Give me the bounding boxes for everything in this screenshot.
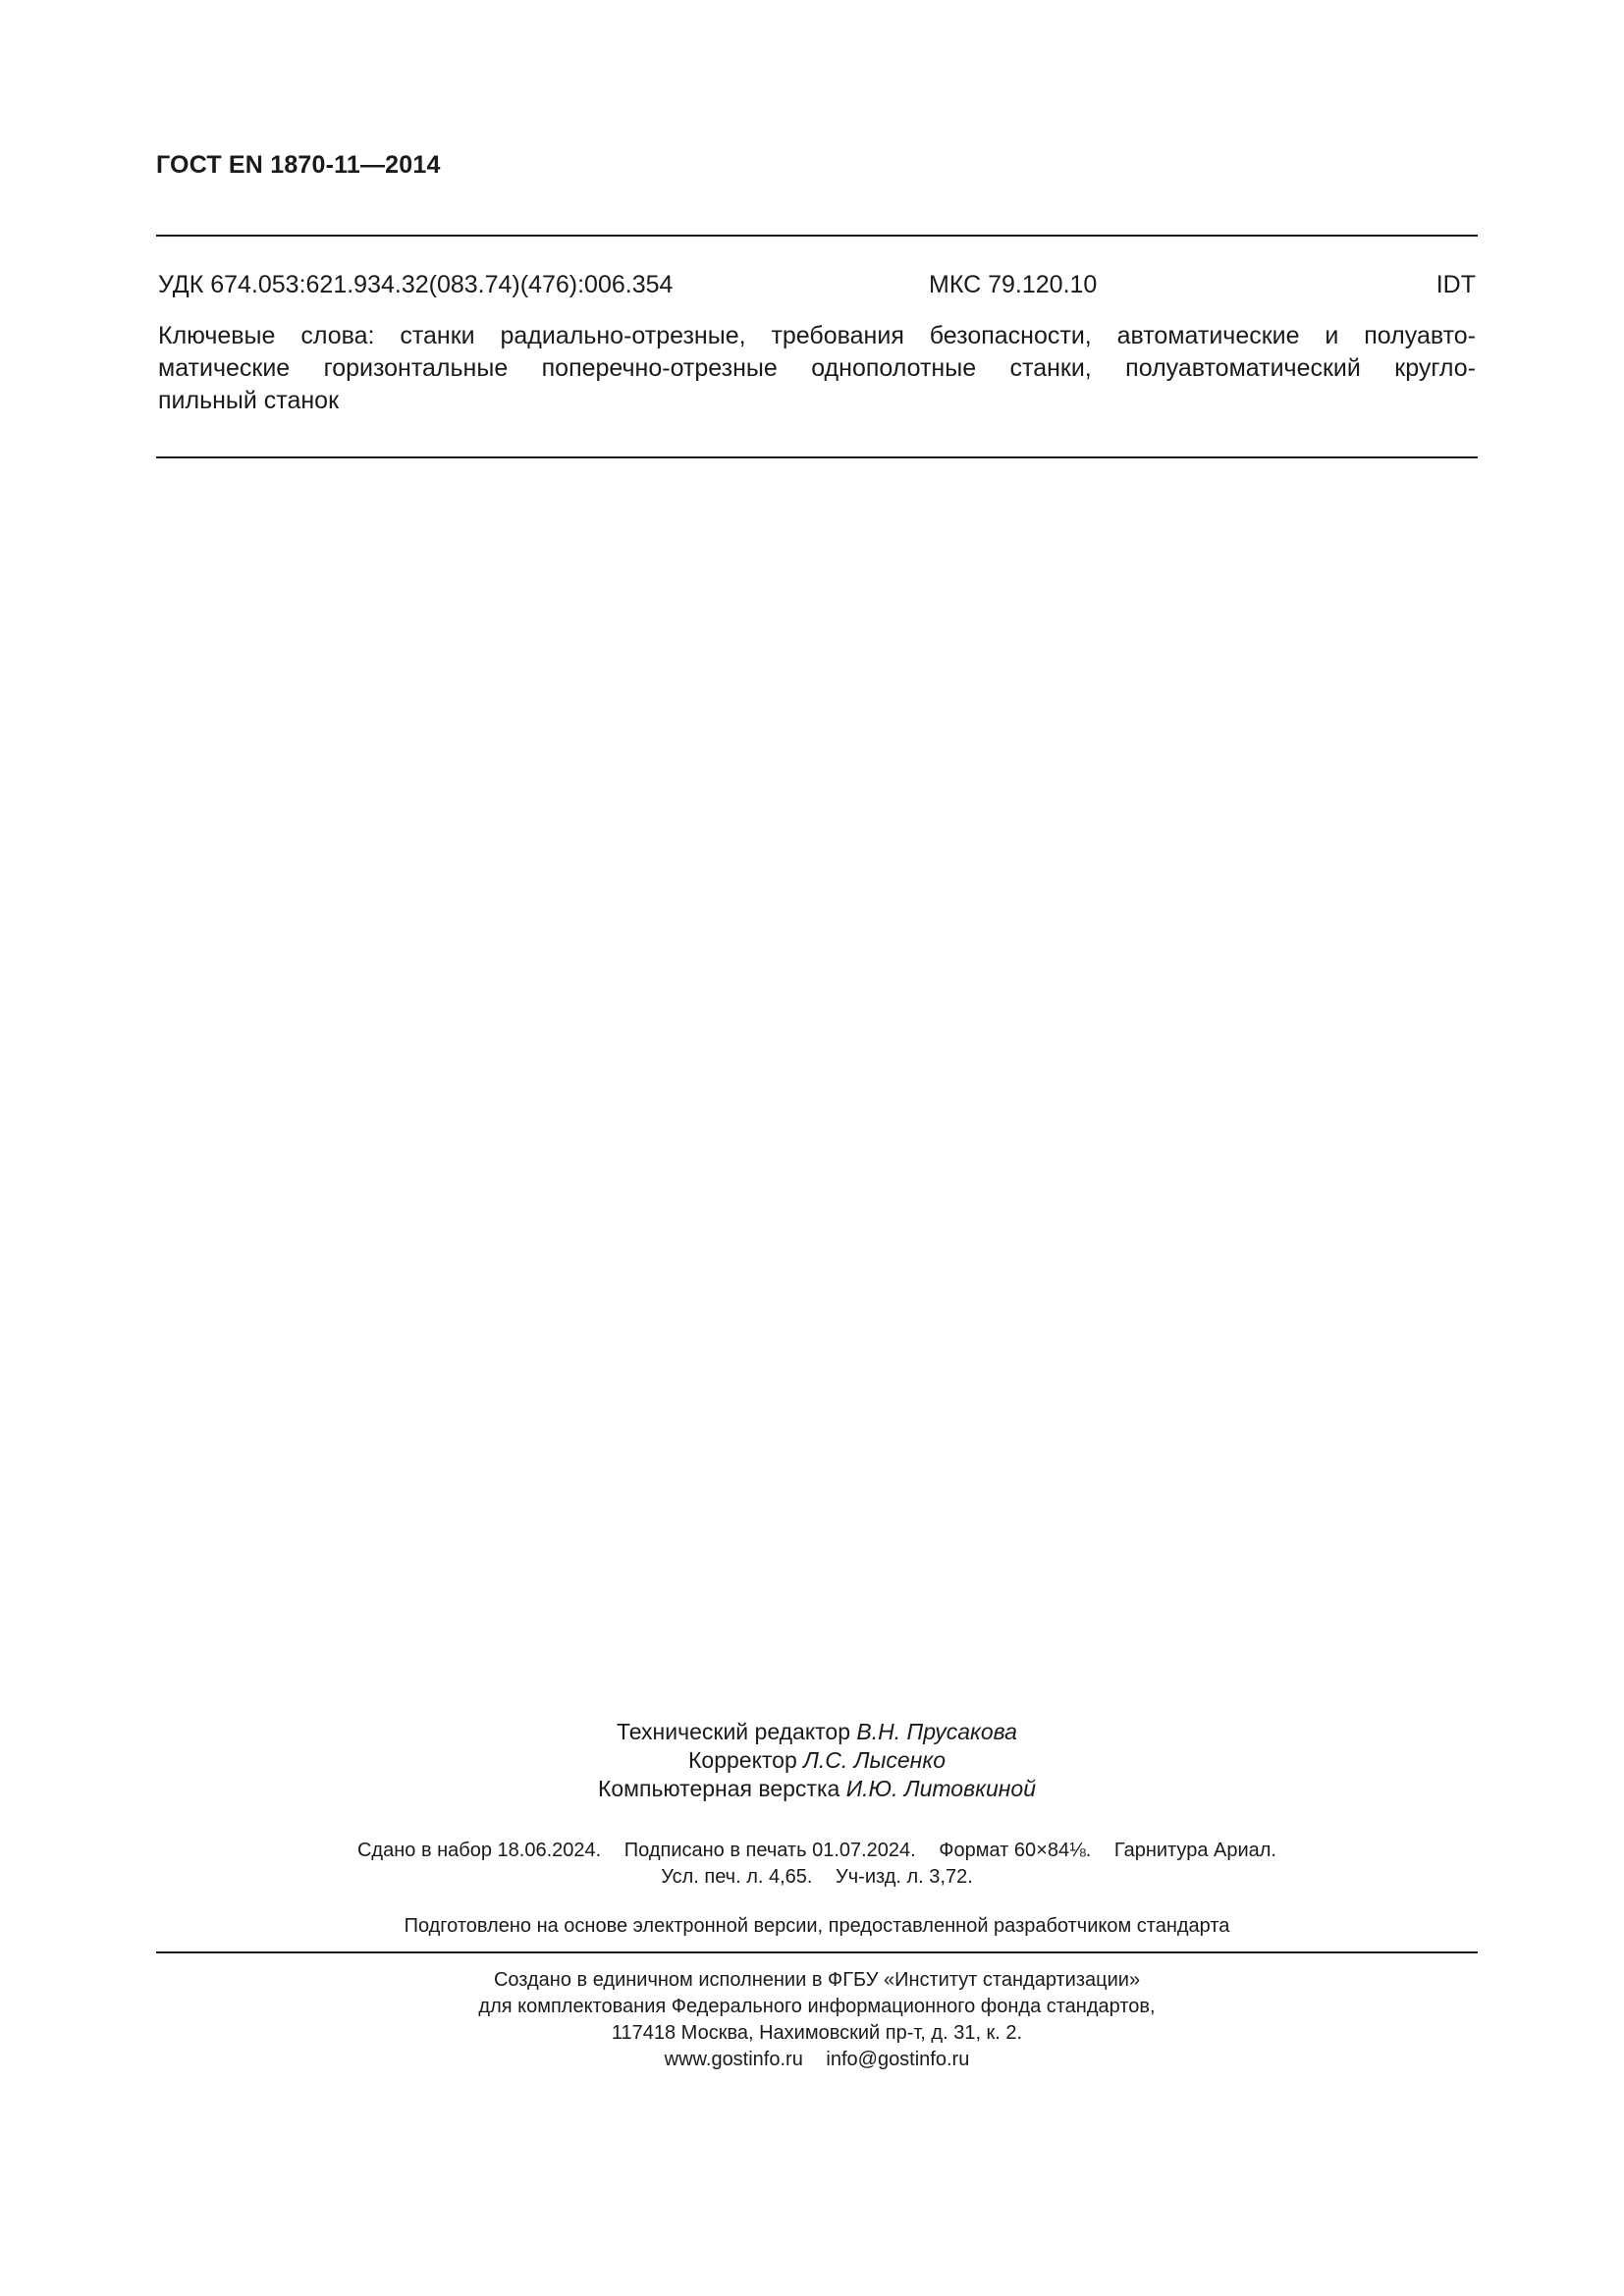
layout-line (156, 1776, 1478, 1802)
tech-editor-label: Технический редактор (617, 1719, 851, 1744)
publisher-address: 117418 Москва, Нахимовский пр-т, д. 31, к. 2. (611, 2022, 1023, 2044)
keywords-paragraph (158, 320, 1476, 417)
typeset-date: Сдано в набор 18.06.2024. (356, 1840, 602, 1861)
prepared-note: Подготовлено на основе электронной версии, предоставленной разработчиком стандарта (404, 1915, 1230, 1937)
website-link[interactable]: www.gostinfo.ru (664, 2049, 803, 2070)
layout-name: И.Ю. Литовкиной (845, 1776, 1036, 1801)
top-divider (156, 235, 1478, 237)
classification-row (158, 271, 1476, 302)
keywords-line-2: матические горизонтальные поперечно-отрезные однополотные станки, полуавтоматический кругло- (158, 354, 1476, 382)
keywords-line-3: пильный станок (158, 387, 340, 414)
corrector-line (156, 1747, 1478, 1774)
print-info-line-2 (156, 1866, 1478, 1889)
publisher-line-1: Создано в единичном исполнении в ФГБУ «Институт стандартизации» (493, 1969, 1141, 1991)
footer-divider (156, 1951, 1478, 1953)
document-code: ГОСТ EN 1870-11—2014 (156, 151, 441, 179)
publisher-contacts (156, 2049, 1478, 2071)
layout-label: Компьютерная верстка (597, 1776, 840, 1801)
mks-code: МКС 79.120.10 (929, 271, 1098, 298)
email-link[interactable]: info@gostinfo.ru (826, 2049, 970, 2070)
corrector-label: Корректор (688, 1747, 797, 1773)
tech-editor-name: В.Н. Прусакова (856, 1719, 1017, 1744)
printed-sheets: Усл. печ. л. 4,65. (661, 1866, 813, 1888)
signed-date: Подписано в печать 01.07.2024. (623, 1840, 916, 1861)
corrector-name: Л.С. Лысенко (803, 1747, 946, 1773)
keywords-divider (156, 456, 1478, 458)
publisher-sheets: Уч-изд. л. 3,72. (836, 1866, 973, 1888)
publisher-line-2: для комплектования Федерального информационного фонда стандартов, (478, 1996, 1156, 2017)
paper-format: Формат 60×84⅛. (939, 1840, 1092, 1861)
keywords-line-1: Ключевые слова: станки радиально-отрезные, требования безопасности, автоматические и полуавто- (158, 322, 1476, 349)
typeface: Гарнитура Ариал. (1113, 1840, 1276, 1861)
tech-editor-line (156, 1719, 1478, 1745)
idt-label: IDT (1435, 271, 1476, 298)
udk-code: УДК 674.053:621.934.32(083.74)(476):006.354 (158, 271, 674, 298)
print-info-line-1 (156, 1840, 1478, 1862)
